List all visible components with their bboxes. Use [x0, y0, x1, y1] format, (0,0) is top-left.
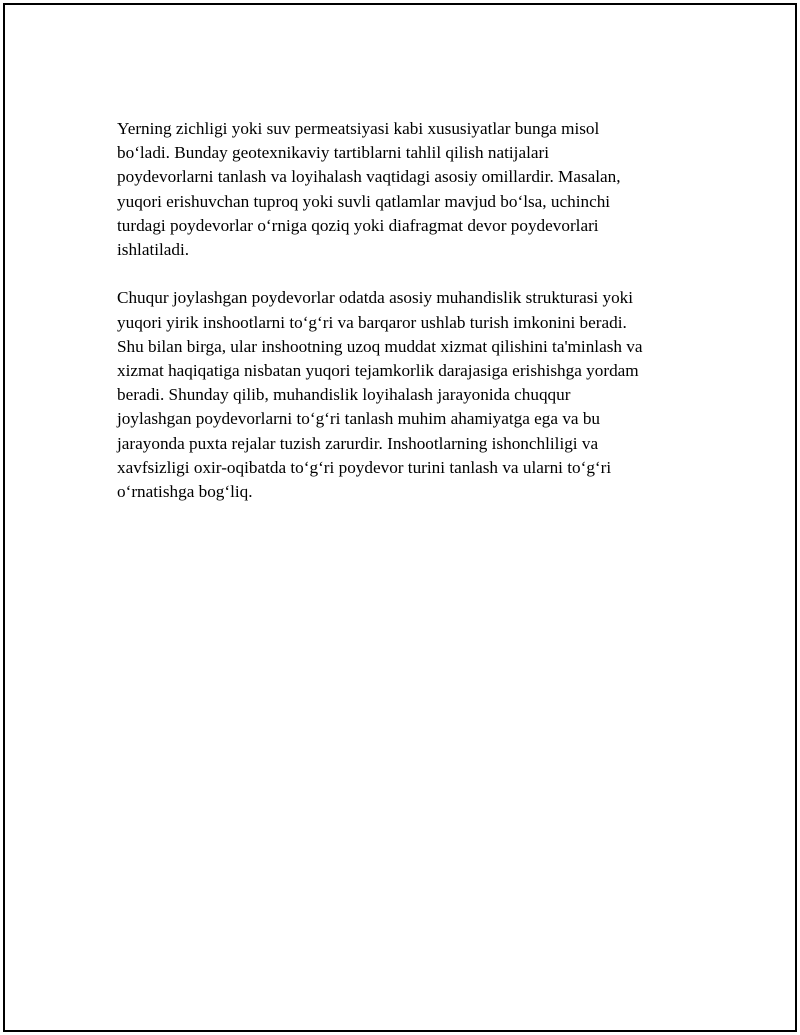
text-line: ishlatiladi.	[117, 240, 190, 260]
text-line: o‘rnatishga bog‘liq.	[117, 482, 253, 502]
text-line: yuqori yirik inshootlarni to‘g‘ri va barqaror ushlab turish imkonini beradi.	[117, 312, 627, 332]
text-line: Shu bilan birga, ular inshootning uzoq muddat xizmat qilishini ta'minlash va	[117, 336, 643, 356]
text-line: beradi. Shunday qilib, muhandislik loyihalash jarayonida chuqqur	[117, 385, 571, 405]
paragraph-1	[117, 117, 695, 262]
text-line: Yerning zichligi yoki suv permeatsiyasi kabi xususiyatlar bunga misol	[117, 119, 600, 138]
text-line: poydevorlarni tanlash va loyihalash vaqtidagi asosiy omillardir. Masalan,	[117, 167, 621, 187]
text-line: Chuqur joylashgan poydevorlar odatda asosiy muhandislik strukturasi yoki	[117, 288, 634, 308]
text-line: turdagi poydevorlar o‘rniga qoziq yoki diafragmat devor poydevorlari	[117, 215, 599, 235]
text-line: bo‘ladi. Bunday geotexnikaviy tartiblarni tahlil qilish natijalari	[117, 143, 549, 163]
text-line: yuqori erishuvchan tuproq yoki suvli qatlamlar mavjud bo‘lsa, uchinchi	[117, 191, 611, 211]
text-line: joylashgan poydevorlarni to‘g‘ri tanlash muhim ahamiyatga ega va bu	[117, 409, 601, 429]
text-line: jarayonda puxta rejalar tuzish zarurdir. Inshootlarning ishonchliligi va	[117, 433, 599, 453]
text-line: xavfsizligi oxir-oqibatda to‘g‘ri poydevor turini tanlash va ularni to‘g‘ri	[117, 457, 612, 477]
document-body	[117, 117, 695, 528]
text-line: xizmat haqiqatiga nisbatan yuqori tejamkorlik darajasiga erishishga yordam	[117, 361, 639, 381]
paragraph-2	[117, 286, 695, 504]
